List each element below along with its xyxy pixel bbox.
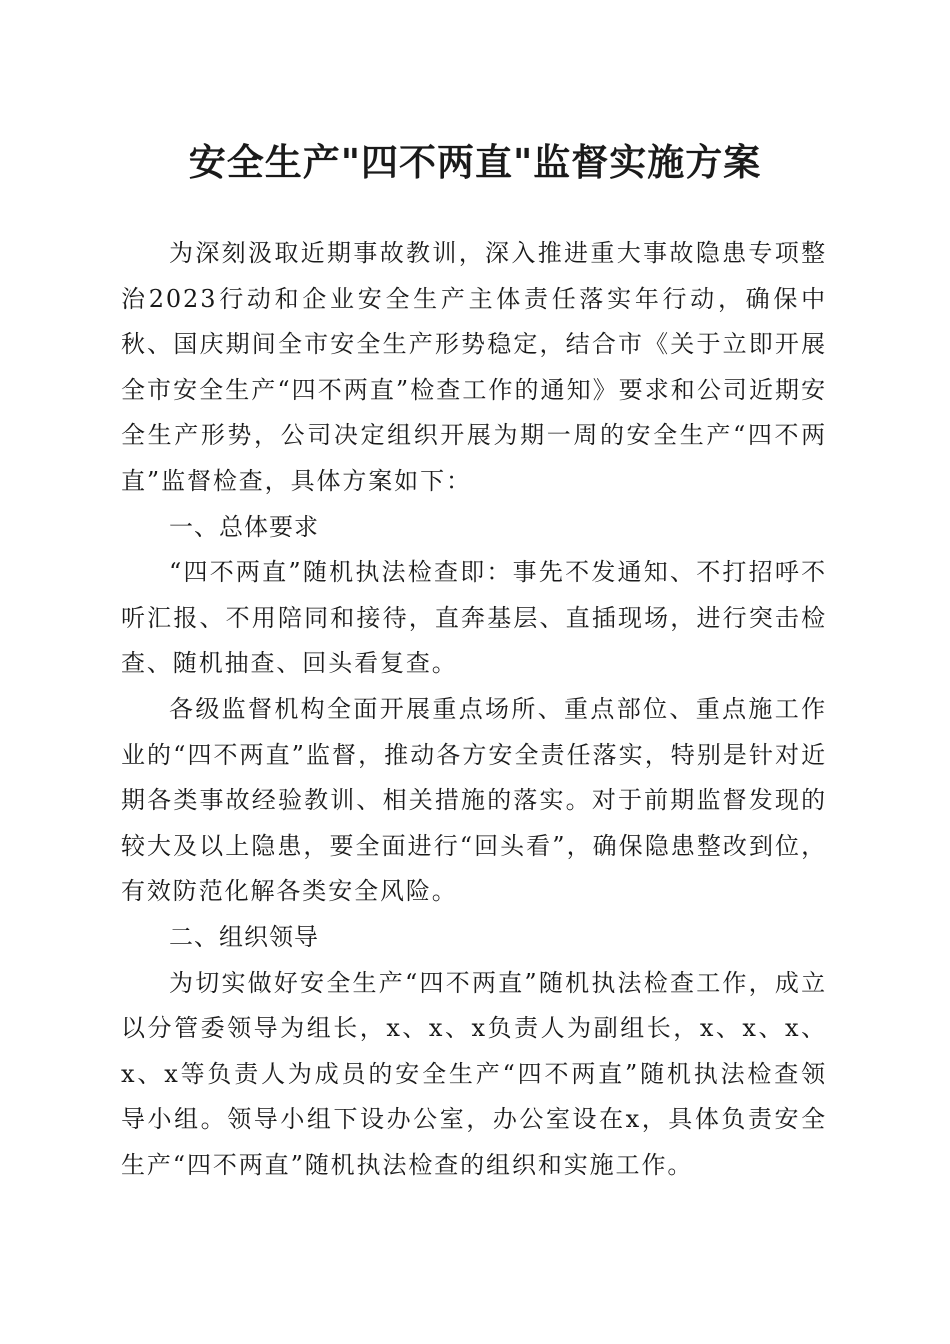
section-heading-organization: 二、组织领导 bbox=[169, 922, 319, 951]
document-title: 安全生产"四不两直"监督实施方案 bbox=[188, 140, 762, 184]
paragraph-leadership-group: 为切实做好安全生产“四不两直”随机执法检查工作，成立以分管委领导为组长，x、x、x负责人为副组长，x、x、x、x、x等负责人为成员的安全生产“四不两直”随机执法检查领导小组。领导小组下设办公室，办公室设在x，具体负责安全生产“四不两直”随机执法检查的组织和实施工作。 bbox=[121, 968, 827, 1179]
paragraph-supervision: 各级监督机构全面开展重点场所、重点部位、重点施工作业的“四不两直”监督，推动各方安全责任落实，特别是针对近期各类事故经验教训、相关措施的落实。对于前期监督发现的较大及以上隐患，要全面进行“回头看”，确保隐患整改到位，有效防范化解各类安全风险。 bbox=[121, 694, 827, 906]
intro-paragraph: 为深刻汲取近期事故教训，深入推进重大事故隐患专项整治2023行动和企业安全生产主体责任落实年行动，确保中秋、国庆期间全市安全生产形势稳定，结合市《关于立即开展全市安全生产“四不两直”检查工作的通知》要求和公司近期安全生产形势，公司决定组织开展为期一周的安全生产“四不两直”监督检查，具体方案如下： bbox=[121, 239, 827, 495]
section-heading-general-requirements: 一、总体要求 bbox=[169, 512, 319, 541]
paragraph-definition: “四不两直”随机执法检查即：事先不发通知、不打招呼不听汇报、不用陪同和接待，直奔基层、直插现场，进行突击检查、随机抽查、回头看复查。 bbox=[121, 558, 827, 678]
document-body bbox=[121, 231, 827, 1188]
